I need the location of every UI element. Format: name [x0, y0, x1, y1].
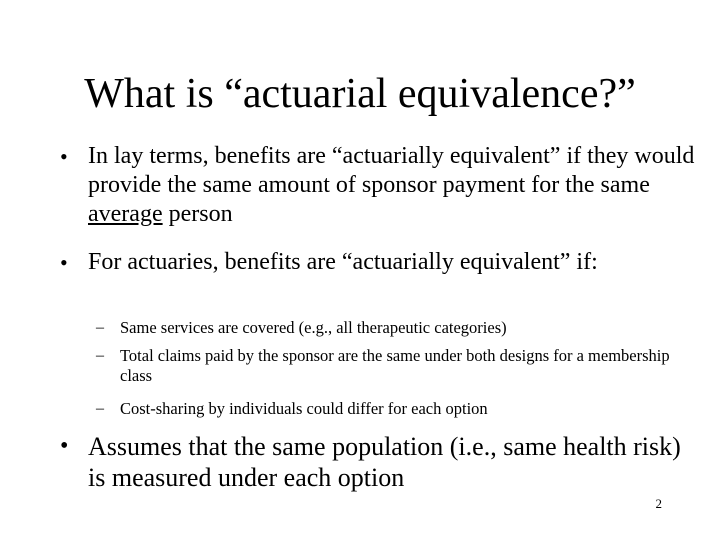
sub-bullet-marker: – — [96, 319, 104, 336]
bullet-lay-terms — [60, 142, 700, 229]
bullet-text-after: person — [162, 201, 233, 227]
underlined-word-average: average — [88, 201, 163, 227]
bullet-text-before: In lay terms, benefits are “actuarially equivalent” if they would provide the same amount of sponsor payment for the same — [88, 143, 695, 198]
slide-title: What is “actuarial equivalence?” — [84, 71, 636, 117]
sub-bullet-text: Total claims paid by the sponsor are the same under both designs for a membership class — [120, 346, 670, 385]
bullet-marker: • — [60, 433, 69, 459]
sub-bullet-marker: – — [96, 347, 104, 364]
bullet-assumes-population — [60, 431, 700, 493]
bullet-for-actuaries — [60, 248, 700, 277]
bullet-text: Assumes that the same population (i.e., same health risk) is measured under each option — [88, 432, 681, 492]
sub-bullet-cost-sharing — [96, 399, 696, 419]
sub-bullet-total-claims — [96, 346, 696, 386]
bullet-text: For actuaries, benefits are “actuarially equivalent” if: — [88, 249, 598, 275]
sub-bullet-text: Same services are covered (e.g., all therapeutic categories) — [120, 318, 507, 337]
sub-bullet-text: Cost-sharing by individuals could differ for each option — [120, 399, 488, 418]
sub-bullet-same-services — [96, 318, 696, 338]
bullet-marker: • — [60, 250, 68, 275]
bullet-marker: • — [60, 144, 68, 169]
page-number: 2 — [655, 496, 662, 511]
sub-bullet-marker: – — [96, 400, 104, 417]
bullet-text — [88, 142, 700, 229]
